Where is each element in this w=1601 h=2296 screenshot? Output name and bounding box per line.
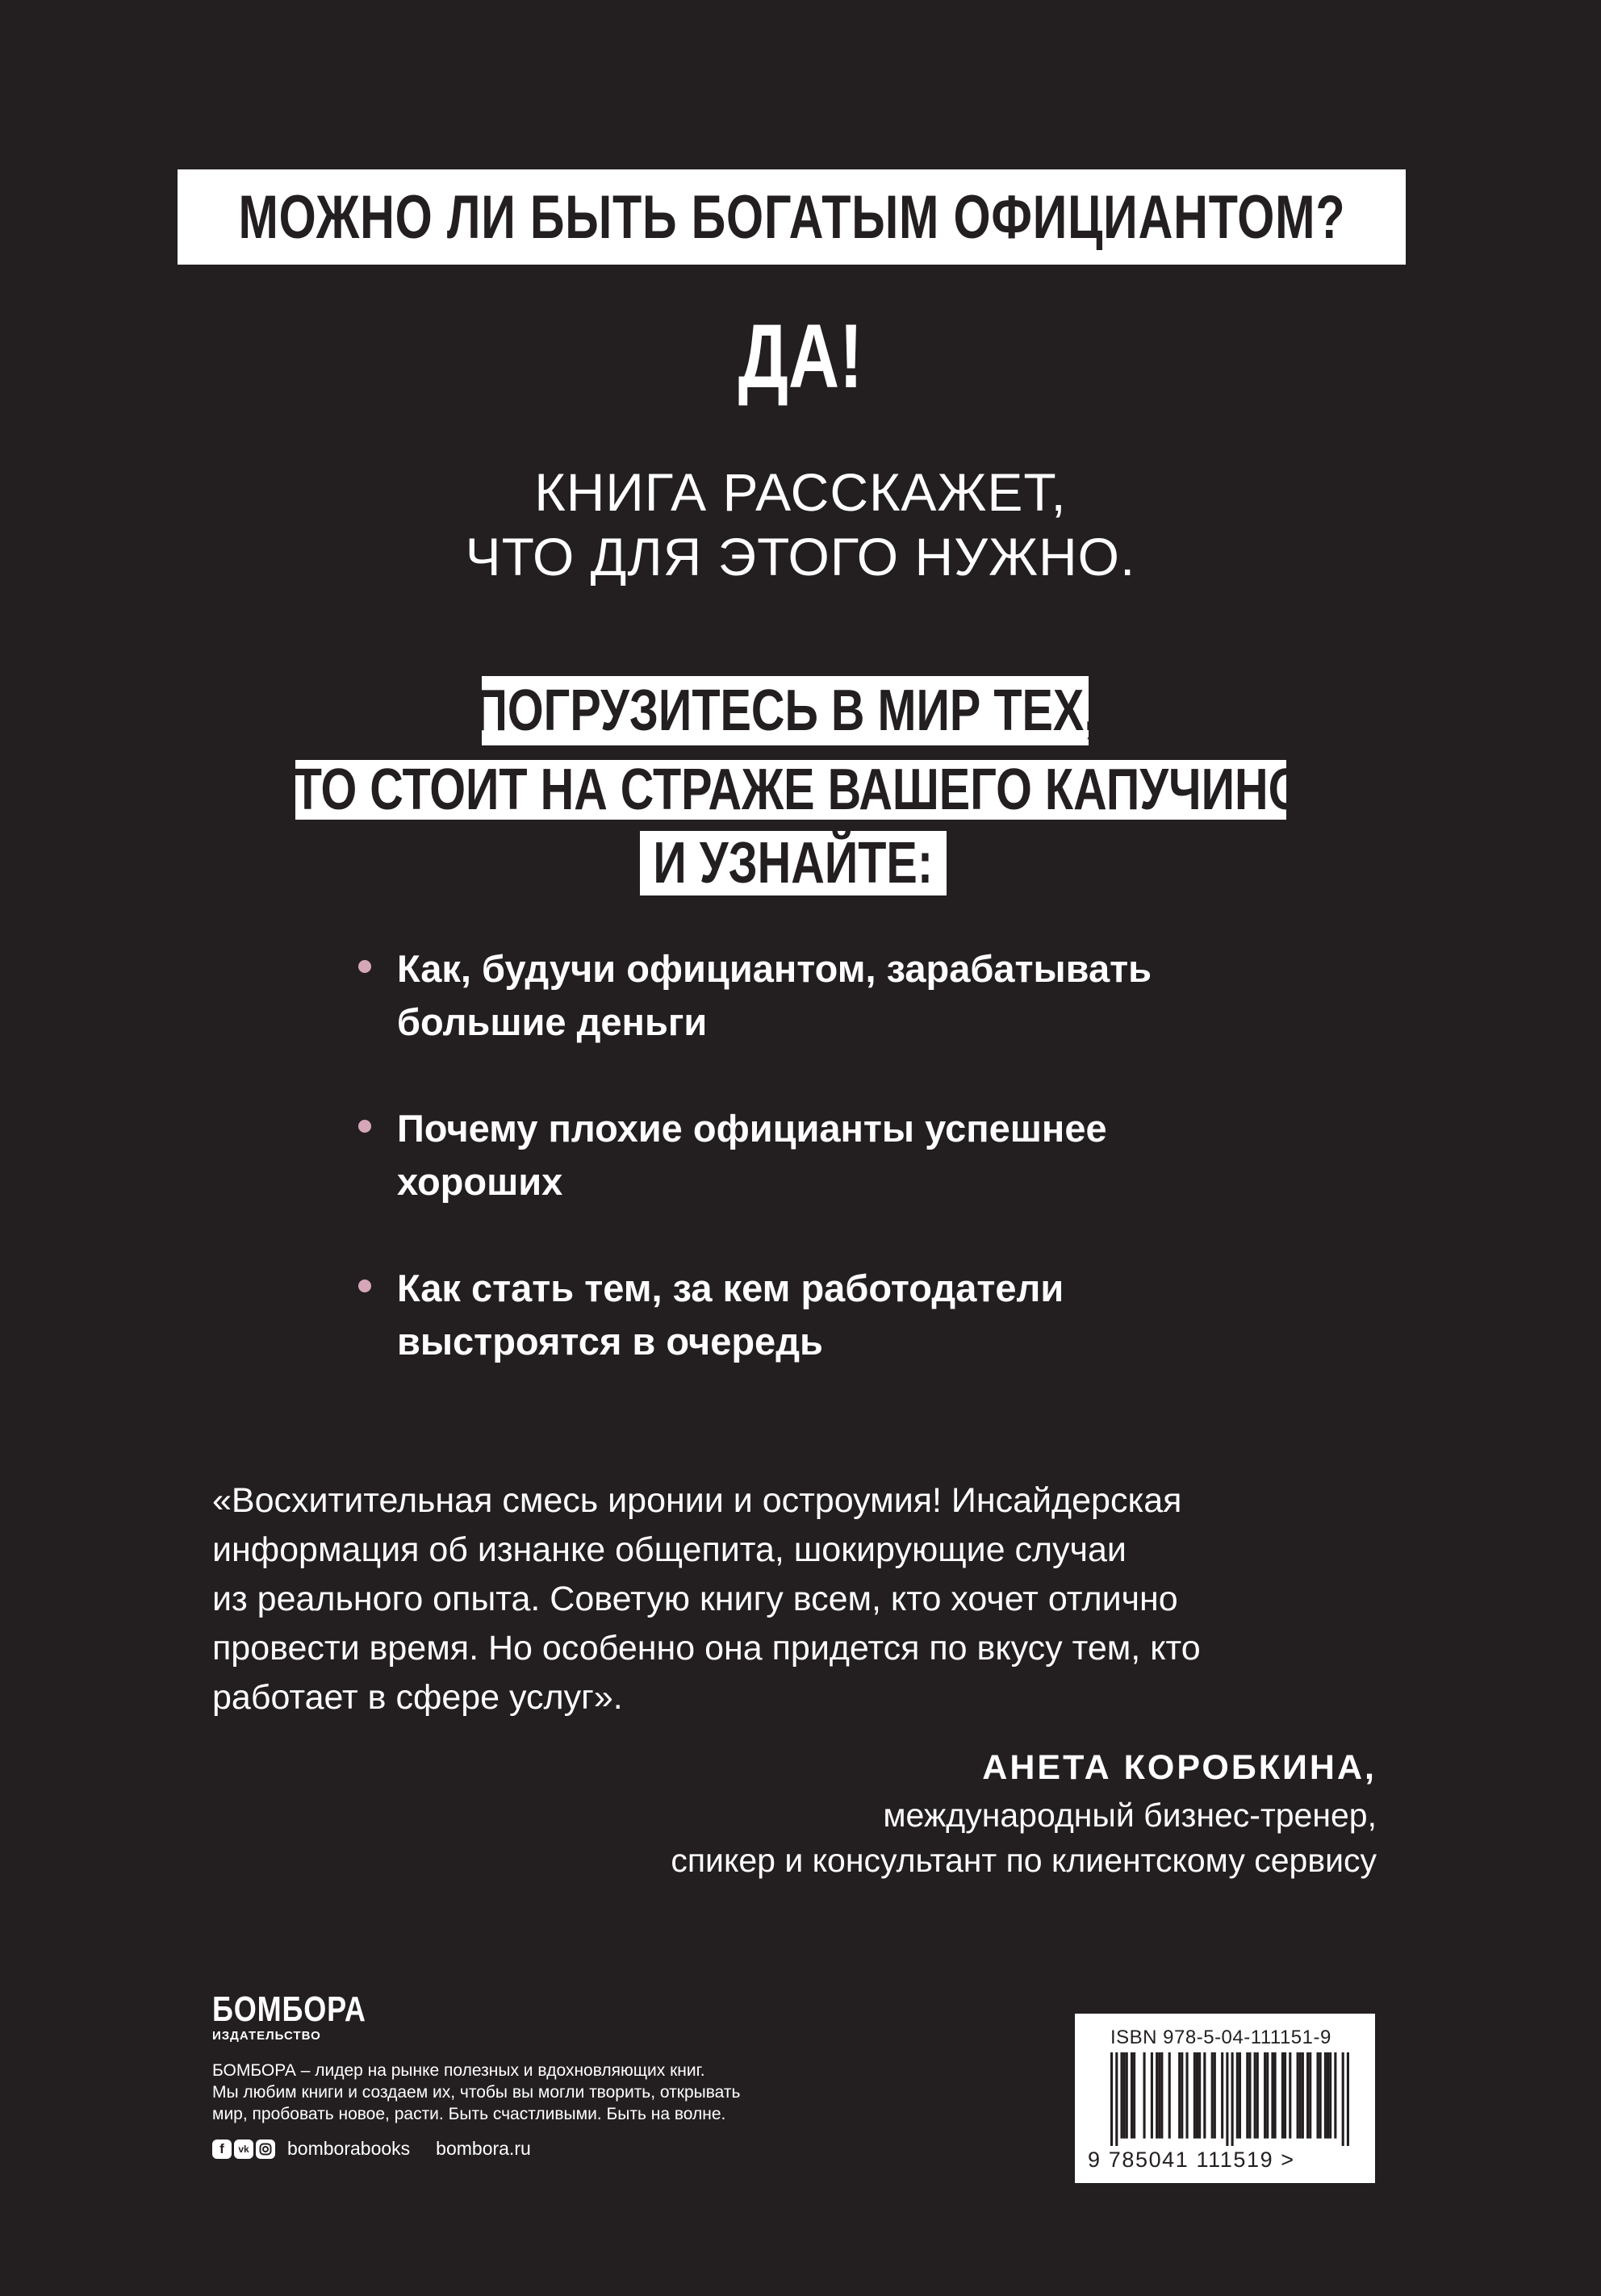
barcode-bar xyxy=(1266,2052,1269,2139)
bullet-line: Как стать тем, за кем работодатели xyxy=(397,1267,1064,1309)
barcode-bar xyxy=(1193,2052,1196,2139)
highlight-text: И УЗНАЙТЕ: xyxy=(653,831,934,895)
barcode-bar xyxy=(1181,2052,1183,2139)
highlight-line-1 xyxy=(474,676,1097,745)
bullet-line: Почему плохие официанты успешнее xyxy=(397,1107,1107,1150)
barcode-bar xyxy=(1281,2052,1284,2139)
isbn-text: ISBN 978-5-04-111151-9 xyxy=(1110,2027,1331,2048)
bullet-line: хороших xyxy=(397,1160,563,1203)
headline: МОЖНО ЛИ БЫТЬ БОГАТЫМ ОФИЦИАНТОМ? xyxy=(238,182,1345,252)
barcode-bar xyxy=(1334,2052,1336,2139)
highlight-text: КТО СТОИТ НА СТРАЖЕ ВАШЕГО КАПУЧИНО, xyxy=(264,758,1318,822)
barcode-bar xyxy=(1178,2052,1181,2139)
barcode-bar xyxy=(1284,2052,1286,2139)
barcode-bar xyxy=(1168,2052,1171,2139)
publisher-logo-subtitle: ИЗДАТЕЛЬСТВО xyxy=(212,2029,321,2043)
social-handle[interactable]: bomborabooks xyxy=(287,2138,411,2159)
barcode-bar xyxy=(1151,2052,1153,2139)
quote-line: из реального опыта. Советую книгу всем, кто хочет отлично xyxy=(212,1580,1178,1618)
barcode-bar xyxy=(1254,2052,1256,2139)
facebook-icon[interactable]: f xyxy=(212,2139,232,2159)
list-item xyxy=(355,1102,1436,1209)
quote-author xyxy=(671,1743,1377,1883)
barcode-bar xyxy=(1316,2052,1319,2139)
list-item xyxy=(355,1262,1436,1368)
barcode-bar xyxy=(1123,2052,1126,2139)
barcode-bar xyxy=(1299,2052,1302,2139)
quote-line: «Восхитительная смесь иронии и остроумия! Инсайдерская xyxy=(212,1481,1182,1520)
list-item xyxy=(355,942,1436,1049)
vk-icon[interactable]: vk xyxy=(234,2139,253,2159)
publisher-description xyxy=(212,2060,842,2125)
barcode-bars xyxy=(1110,2052,1349,2146)
barcode-bar xyxy=(1126,2052,1128,2139)
barcode-bar xyxy=(1120,2052,1122,2139)
barcode-bar xyxy=(1131,2052,1133,2139)
barcode-bar xyxy=(1309,2052,1311,2139)
barcode-bar xyxy=(1226,2052,1228,2146)
barcode-bar xyxy=(1185,2052,1188,2139)
barcode-bar xyxy=(1156,2052,1158,2139)
author-role: спикер и консультант по клиентскому сервису xyxy=(671,1842,1377,1879)
tell-block xyxy=(0,460,1601,589)
barcode-bar xyxy=(1133,2052,1135,2139)
social-links xyxy=(212,2138,531,2160)
quote-line: провести время. Но особенно она придется по вкусу тем, кто xyxy=(212,1629,1201,1668)
barcode-bar xyxy=(1160,2052,1163,2139)
barcode-bar xyxy=(1211,2052,1214,2139)
bullet-line: большие деньги xyxy=(397,1000,708,1043)
barcode-bar xyxy=(1302,2052,1304,2139)
bullet-dot-icon xyxy=(358,1120,371,1133)
barcode-bar xyxy=(1342,2052,1344,2146)
barcode-bar xyxy=(1196,2052,1198,2139)
barcode-bar xyxy=(1110,2052,1113,2146)
barcode-bar xyxy=(1306,2052,1309,2139)
barcode-bar xyxy=(1198,2052,1201,2139)
barcode-bar xyxy=(1203,2052,1206,2139)
barcode-bar xyxy=(1221,2052,1223,2139)
barcode-bar xyxy=(1319,2052,1322,2139)
highlight-line-3 xyxy=(640,831,947,895)
answer: ДА! xyxy=(738,306,863,407)
barcode-bar xyxy=(1256,2052,1259,2139)
quote-line: работает в сфере услуг». xyxy=(212,1678,623,1717)
barcode-bar xyxy=(1214,2052,1216,2139)
barcode-bar xyxy=(1246,2052,1248,2139)
isbn-barcode xyxy=(1075,2014,1375,2183)
barcode-bar xyxy=(1329,2052,1331,2139)
barcode-bar xyxy=(1239,2052,1241,2139)
barcode-bar xyxy=(1231,2052,1234,2146)
headline-banner xyxy=(178,169,1406,265)
barcode-digits: 9 785041 111519 > xyxy=(1088,2148,1295,2172)
description-line: Мы любим книги и создаем их, чтобы вы могли творить, открывать xyxy=(212,2083,741,2102)
bullet-line: выстроятся в очередь xyxy=(397,1320,823,1363)
barcode-bar xyxy=(1289,2052,1291,2139)
author-name: АНЕТА КОРОБКИНА, xyxy=(982,1748,1377,1787)
description-line: БОМБОРА – лидер на рынке полезных и вдохновляющих книг. xyxy=(212,2061,705,2080)
barcode-bar xyxy=(1347,2052,1349,2146)
barcode-bar xyxy=(1297,2052,1299,2139)
barcode-bar xyxy=(1264,2052,1266,2139)
barcode-bar xyxy=(1324,2052,1327,2139)
barcode-bar xyxy=(1143,2052,1146,2139)
tell-line: ЧТО ДЛЯ ЭТОГО НУЖНО. xyxy=(465,527,1136,587)
barcode-bar xyxy=(1115,2052,1118,2146)
author-role: международный бизнес-тренер, xyxy=(883,1797,1377,1834)
instagram-icon[interactable] xyxy=(256,2139,275,2159)
barcode-bar xyxy=(1236,2052,1239,2139)
barcode-bar xyxy=(1327,2052,1329,2139)
highlight-text: ПОГРУЗИТЕСЬ В МИР ТЕХ, xyxy=(474,678,1097,743)
bullet-line: Как, будучи официантом, зарабатывать xyxy=(397,947,1152,990)
barcode-bar xyxy=(1274,2052,1277,2139)
bullet-dot-icon xyxy=(358,960,371,973)
barcode-bar xyxy=(1248,2052,1251,2139)
barcode-bar xyxy=(1271,2052,1273,2139)
website-link[interactable]: bombora.ru xyxy=(436,2138,531,2159)
quote-line: информация об изнанке общепита, шокирующие случаи xyxy=(212,1530,1127,1569)
benefits-list xyxy=(355,942,1436,1421)
description-line: мир, пробовать новое, расти. Быть счастливыми. Быть на волне. xyxy=(212,2105,726,2123)
publisher-logo: БОМБОРА xyxy=(212,1989,366,2029)
tell-line: КНИГА РАССКАЖЕТ, xyxy=(534,462,1067,522)
highlight-line-2 xyxy=(264,758,1318,822)
review-quote xyxy=(212,1476,1423,1722)
barcode-bar xyxy=(1158,2052,1160,2139)
bullet-dot-icon xyxy=(358,1279,371,1292)
